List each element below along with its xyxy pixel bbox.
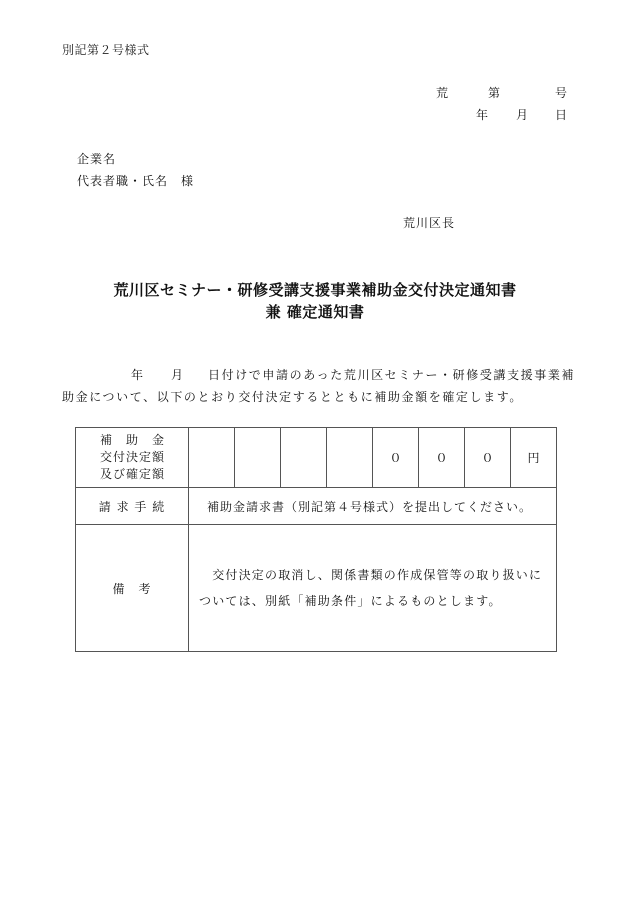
form-number: 別記第２号様式 [62,43,150,57]
notes-line: ついては、別紙「補助条件」によるものとします。 [199,594,502,608]
notes-label: 備 考 [76,525,189,652]
recipient-company: 企業名 [77,152,117,166]
notes-line: 交付決定の取消し、関係書類の作成保管等の取り扱いに [199,568,543,582]
procedure-row [76,488,557,525]
yen-unit: 円 [511,428,557,488]
amount-digit[interactable] [327,428,373,488]
date-day: 日 [555,108,568,122]
amount-label-line: 及び確定額 [100,467,166,481]
document-title: 荒川区セミナー・研修受講支援事業補助金交付決定通知書 [113,281,517,299]
ref-prefix: 荒 [436,86,449,100]
procedure-text: 補助金請求書（別記第４号様式）を提出してください。 [189,488,557,525]
amount-digit[interactable] [189,428,235,488]
body-date-year: 年 [131,368,145,382]
amount-label-line: 補 助 金 [100,433,166,447]
amount-digit: ０ [465,428,511,488]
procedure-label: 請 求 手 続 [76,488,189,525]
amount-label-line: 交付決定額 [100,450,166,464]
notes-row [76,525,557,652]
body-date-month: 月 [171,368,185,382]
body-line2: 助金について、以下のとおり交付決定するとともに補助金額を確定します。 [62,390,523,404]
recipient-representative: 代表者職・氏名 様 [77,174,195,188]
date-year: 年 [476,108,489,122]
amount-row [76,428,557,488]
subsidy-table [75,427,557,652]
amount-digit[interactable] [235,428,281,488]
amount-digit[interactable] [281,428,327,488]
amount-digit: ０ [419,428,465,488]
document-subtitle: 兼 確定通知書 [265,303,365,321]
sender: 荒川区長 [403,216,456,230]
date-month: 月 [516,108,529,122]
notes-text [189,525,557,652]
amount-digit: ０ [373,428,419,488]
amount-label [76,428,189,488]
ref-dai: 第 [488,86,501,100]
ref-go: 号 [555,86,568,100]
body-line1: 日付けで申請のあった荒川区セミナー・研修受講支援事業補 [208,368,576,382]
